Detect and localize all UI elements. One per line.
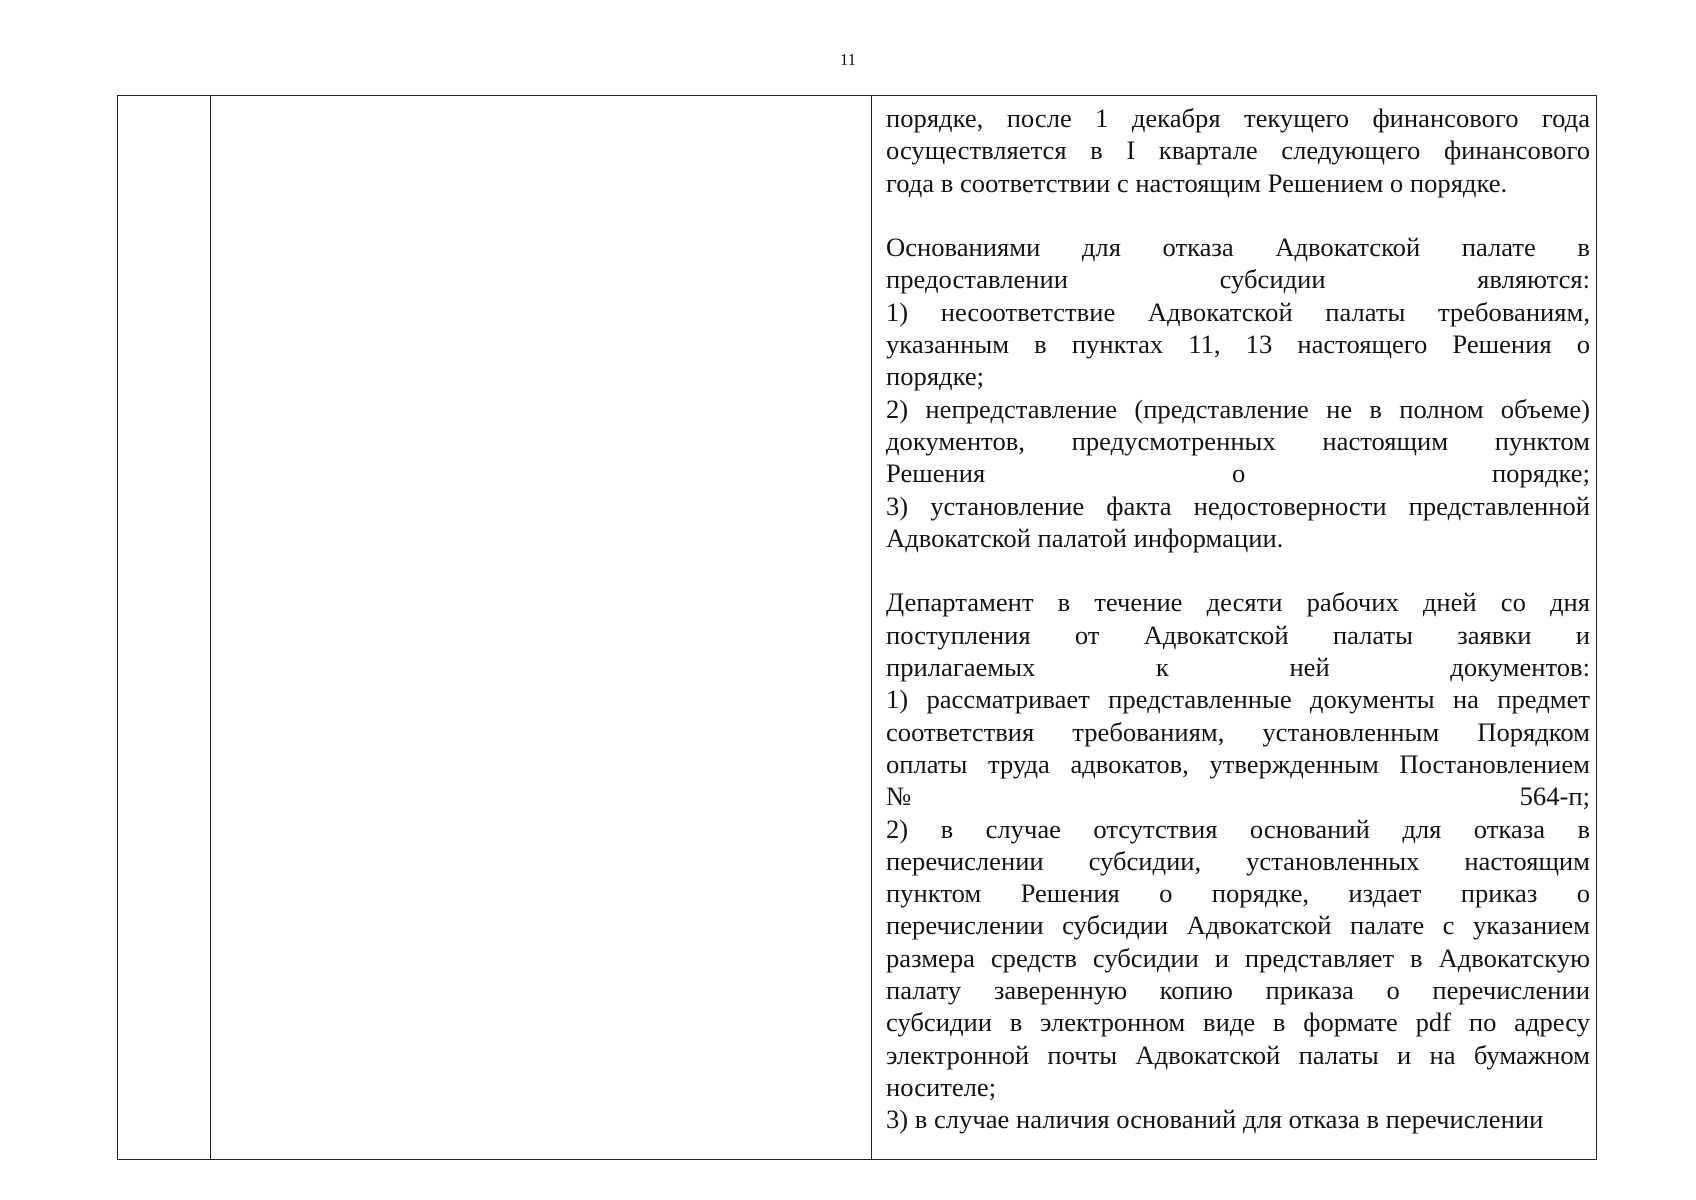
text-line: № 564-п; — [886, 781, 1590, 812]
column-divider-1 — [210, 96, 211, 1159]
text-line: порядке; — [886, 361, 985, 392]
paragraph — [886, 586, 1590, 1135]
text-line: указанным в пунктах 11, 13 настоящего Решения о — [886, 329, 1590, 360]
text-line: прилагаемых к ней документов: — [886, 652, 1590, 683]
text-line: 2) непредставление (представление не в полном объеме) — [886, 393, 1590, 424]
text-column — [886, 102, 1590, 1136]
text-line: Адвокатской палатой информации. — [886, 522, 1284, 553]
text-line: носителе; — [886, 1071, 997, 1102]
text-line: поступления от Адвокатской палаты заявки и — [886, 619, 1590, 650]
text-line: года в соответствии с настоящим Решением о порядке. — [886, 167, 1508, 198]
document-table — [117, 95, 1597, 1160]
text-line: документов, предусмотренных настоящим пунктом — [886, 425, 1590, 456]
text-line: соответствия требованиям, установленным Порядком — [886, 716, 1590, 747]
page-number: 11 — [839, 50, 857, 69]
text-line: оплаты труда адвокатов, утвержденным Постановлением — [886, 748, 1590, 779]
text-line: Решения о порядке; — [886, 458, 1590, 489]
text-line: 1) рассматривает представленные документы на предмет — [886, 684, 1590, 715]
column-divider-2 — [871, 96, 872, 1159]
text-line: 3) установление факта недостоверности представленной — [886, 490, 1590, 521]
text-line: пунктом Решения о порядке, издает приказ о — [886, 878, 1590, 909]
paragraph — [886, 102, 1590, 199]
text-line: 3) в случае наличия оснований для отказа в перечислении — [886, 1104, 1544, 1135]
text-line: субсидии в электронном виде в формате pdf по адресу — [886, 1007, 1590, 1038]
paragraph — [886, 231, 1590, 554]
text-line: 2) в случае отсутствия оснований для отказа в — [886, 813, 1590, 844]
text-line: 1) несоответствие Адвокатской палаты требованиям, — [886, 296, 1590, 327]
text-line: электронной почты Адвокатской палаты и на бумажном — [886, 1039, 1590, 1070]
text-line: осуществляется в I квартале следующего финансового — [886, 135, 1590, 166]
text-line: размера средств субсидии и представляет в Адвокатскую — [886, 942, 1590, 973]
text-line: порядке, после 1 декабря текущего финансового года — [886, 103, 1590, 133]
text-line: Департамент в течение десяти рабочих дней со дня — [886, 587, 1590, 618]
text-line: палату заверенную копию приказа о перечислении — [886, 975, 1590, 1006]
text-line: Основаниями для отказа Адвокатской палате в — [886, 232, 1590, 263]
text-line: предоставлении субсидии являются: — [886, 264, 1590, 295]
text-line: перечислении субсидии Адвокатской палате с указанием — [886, 910, 1590, 941]
text-line: перечислении субсидии, установленных настоящим — [886, 845, 1590, 876]
